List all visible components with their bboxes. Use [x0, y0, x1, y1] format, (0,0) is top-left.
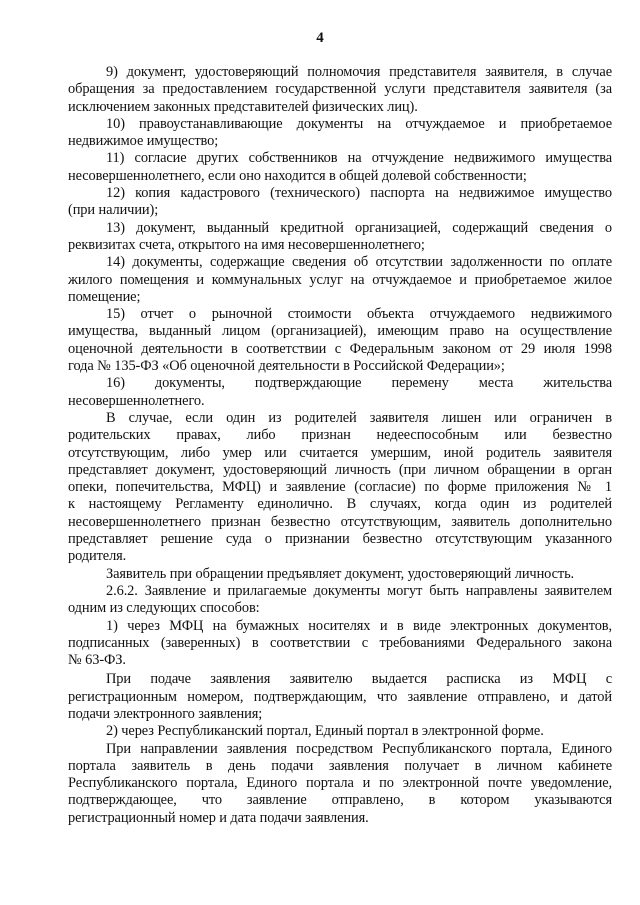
text-line: 2) через Республиканский портал, Единый портал в электронной форме. — [106, 723, 544, 740]
receipt-paragraph — [68, 671, 612, 723]
text-line: представляет документ, удостоверяющий личность (при личном обращении в орган — [68, 461, 612, 478]
text-line: представляет решение суда о признании безвестно отсутствующим указанного — [68, 531, 612, 548]
text-line: реквизитах счета, открытого на имя несовершеннолетнего; — [68, 236, 425, 253]
text-line: одним из следующих способов: — [68, 600, 260, 617]
text-line: 1) через МФЦ на бумажных носителях и в виде электронных документов, — [106, 617, 612, 634]
text-line: В случае, если один из родителей заявителя лишен или ограничен в — [106, 409, 612, 426]
parent-case-paragraph — [68, 410, 612, 566]
text-line: При подаче заявления заявителю выдается расписка из МФЦ с — [106, 671, 612, 688]
text-line: 13) документ, выданный кредитной организацией, содержащий сведения о — [106, 219, 612, 236]
applicant-id-paragraph — [68, 566, 612, 583]
text-line: обращения за предоставлением государственной услуги представителя заявителя (за — [68, 81, 612, 98]
text-line: несовершеннолетнего признан безвестно отсутствующим, заявитель дополнительно — [68, 513, 612, 530]
text-line: исключением законных представителей физических лиц). — [68, 98, 418, 115]
text-line: несовершеннолетнего, если оно находится в общей долевой собственности; — [68, 167, 527, 184]
section-2-6-2 — [68, 583, 612, 618]
text-line: несовершеннолетнего. — [68, 392, 205, 409]
item-14 — [68, 254, 612, 306]
text-line: 11) согласие других собственников на отчуждение недвижимого имущества — [106, 150, 612, 167]
text-line: родителя. — [68, 548, 127, 565]
text-line: родительских правах, либо признан недееспособным или безвестно — [68, 427, 612, 444]
item-12 — [68, 185, 612, 220]
text-line: 16) документы, подтверждающие перемену места жительства — [106, 375, 612, 392]
item-15 — [68, 306, 612, 375]
text-line: 14) документы, содержащие сведения об отсутствии задолженности по оплате — [106, 254, 612, 271]
text-line: подачи электронного заявления; — [68, 705, 263, 722]
method-1 — [68, 618, 612, 670]
text-line: помещение; — [68, 288, 141, 305]
text-line: оценочной деятельности в соответствии с Федеральным законом от 29 июля 1998 — [68, 340, 612, 357]
text-line: года № 135-ФЗ «Об оценочной деятельности в Российской Федерации»; — [68, 358, 505, 375]
text-line: портала заявитель в день подачи заявления получает в личном кабинете — [68, 757, 612, 774]
text-line: 9) документ, удостоверяющий полномочия представителя заявителя, в случае — [106, 64, 612, 80]
item-11 — [68, 150, 612, 185]
text-line: имущества, выданный лицом (организацией), имеющим право на осуществление — [68, 323, 612, 340]
method-2 — [68, 723, 612, 740]
text-line: Республиканского портала, Единого портала и по электронной почте уведомление, — [68, 775, 612, 792]
item-9 — [68, 64, 612, 116]
text-line: (при наличии); — [68, 202, 159, 219]
text-line: Заявитель при обращении предъявляет документ, удостоверяющий личность. — [106, 565, 575, 582]
document-body — [68, 64, 612, 827]
text-line: подписанных (заверенных) в соответствии с требованиями Федерального закона — [68, 634, 612, 651]
item-13 — [68, 220, 612, 255]
text-line: жилого помещения и коммунальных услуг на отчуждаемое и приобретаемое жилое — [68, 271, 612, 288]
page-number: 4 — [316, 30, 324, 46]
item-10 — [68, 116, 612, 151]
portal-paragraph — [68, 741, 612, 827]
text-line: При направлении заявления посредством Республиканского портала, Единого — [106, 740, 612, 757]
text-line: 10) правоустанавливающие документы на отчуждаемое и приобретаемое — [106, 115, 612, 132]
text-line: недвижимое имущество; — [68, 133, 219, 150]
text-line: к настоящему Регламенту единолично. В случаях, когда один из родителей — [68, 496, 612, 513]
text-line: отсутствующим, либо умер или считается умершим, иной родитель заявителя — [68, 444, 612, 461]
text-line: 15) отчет о рыночной стоимости объекта отчуждаемого недвижимого — [106, 306, 612, 323]
text-line: 2.6.2. Заявление и прилагаемые документы могут быть направлены заявителем — [106, 582, 612, 599]
text-line: опеки, попечительства, МФЦ) и заявление (согласие) по форме приложения № 1 — [68, 479, 612, 496]
text-line: регистрационным номером, подтверждающим, что заявление отправлено, и датой — [68, 688, 612, 705]
item-16 — [68, 375, 612, 410]
text-line: № 63-ФЗ. — [68, 652, 126, 669]
text-line: 12) копия кадастрового (технического) паспорта на недвижимое имущество — [106, 185, 612, 202]
text-line: регистрационный номер и дата подачи заявления. — [68, 809, 369, 826]
text-line: подтверждающее, что заявление отправлено, в котором указываются — [68, 792, 612, 809]
